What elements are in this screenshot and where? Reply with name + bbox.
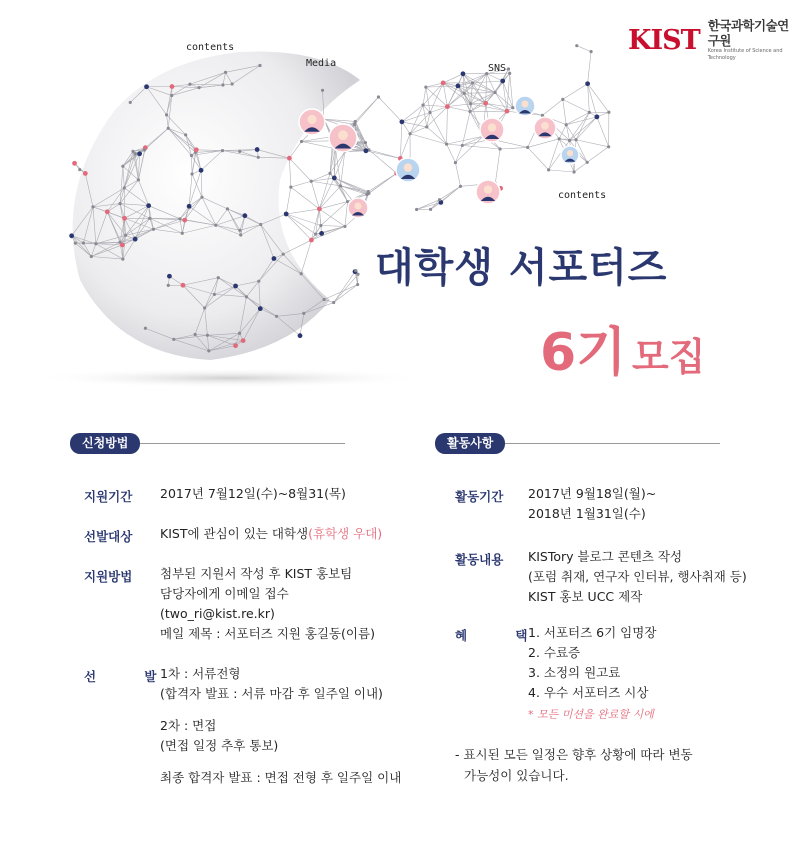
network-node <box>547 168 550 171</box>
network-node <box>199 168 204 173</box>
avatar-icon <box>348 198 368 218</box>
network-node <box>400 119 405 124</box>
network-node <box>131 150 134 153</box>
network-node <box>319 224 322 227</box>
network-node <box>121 165 124 168</box>
tag-contents-bottom: contents <box>558 190 607 201</box>
network-node <box>184 133 187 136</box>
network-node <box>238 229 241 232</box>
activity-content-line-3: KIST 홍보 UCC 제작 <box>528 589 643 604</box>
hero-title-line2 <box>540 310 705 385</box>
activity-row-label-benefit: 혜 택 <box>455 628 550 643</box>
network-node <box>284 212 289 217</box>
network-node <box>526 146 529 149</box>
network-node <box>317 207 322 212</box>
network-node <box>105 209 110 214</box>
network-node <box>328 172 331 175</box>
network-node <box>300 272 303 275</box>
network-node <box>468 110 471 113</box>
network-node <box>214 224 217 227</box>
network-node <box>507 67 510 70</box>
network-node <box>91 205 94 208</box>
network-node <box>302 312 305 315</box>
network-node <box>459 185 462 188</box>
network-node <box>300 140 303 143</box>
tag-sns: SNS <box>488 63 507 74</box>
activity-content-line-2: (포럼 취재, 연구자 인터뷰, 행사취재 등) <box>528 569 747 584</box>
network-node <box>187 204 192 209</box>
avatar-icon <box>396 158 420 182</box>
network-node <box>206 334 209 337</box>
network-node <box>568 139 571 142</box>
network-node <box>217 276 220 279</box>
network-node <box>314 232 317 235</box>
network-node <box>321 89 324 92</box>
tag-media: Media <box>306 58 337 69</box>
network-node <box>233 343 238 348</box>
network-node <box>221 149 224 152</box>
network-node <box>586 161 589 164</box>
activity-section-pill: 활동사항 <box>435 433 505 454</box>
benefit-item-1: 1. 서포터즈 6기 임명장 <box>528 625 657 640</box>
network-node <box>463 92 466 95</box>
network-node <box>170 84 175 89</box>
network-node <box>207 349 210 352</box>
network-node <box>190 172 193 175</box>
network-node <box>74 242 77 245</box>
network-node <box>461 71 466 76</box>
network-node <box>332 176 337 181</box>
avatar-icon <box>476 180 500 204</box>
activity-period-line-1: 2017년 9월18일(월)~ <box>528 486 657 501</box>
network-node <box>165 113 168 116</box>
network-node <box>428 111 431 114</box>
network-node <box>152 228 155 231</box>
network-node <box>172 338 175 341</box>
network-node <box>445 104 450 109</box>
network-node <box>494 91 497 94</box>
network-node <box>137 151 142 156</box>
network-node <box>471 81 474 84</box>
network-node <box>588 111 591 114</box>
network-node <box>424 86 427 89</box>
network-node <box>194 147 199 152</box>
network-node <box>129 101 132 104</box>
network-node <box>134 152 137 155</box>
network-node <box>498 147 501 150</box>
network-node <box>118 202 121 205</box>
network-node <box>469 102 472 105</box>
network-node <box>181 232 184 235</box>
benefit-item-3: 3. 소정의 원고료 <box>528 665 621 680</box>
avatar-icon <box>561 146 579 164</box>
network-node <box>272 256 277 261</box>
network-node <box>445 143 448 146</box>
network-node <box>607 111 610 114</box>
network-node <box>483 101 488 106</box>
apply-section-header <box>70 433 345 454</box>
network-node <box>137 178 140 181</box>
network-node <box>144 327 147 330</box>
network-node <box>242 213 247 218</box>
network-node <box>438 198 441 201</box>
hero-title-line1: 대학생 서포터즈 <box>375 245 668 291</box>
network-node <box>90 255 93 258</box>
network-node <box>144 84 149 89</box>
network-node <box>194 333 197 336</box>
network-node <box>239 233 242 236</box>
network-node <box>257 156 260 159</box>
network-node <box>233 284 238 289</box>
network-node <box>197 86 200 89</box>
network-node <box>425 125 428 128</box>
network-node <box>133 237 138 242</box>
network-node <box>607 145 610 148</box>
network-node <box>188 83 191 86</box>
network-node <box>170 94 173 97</box>
network-node <box>319 231 324 236</box>
network-node <box>287 156 292 161</box>
network-node <box>226 207 229 210</box>
avatar-icon <box>515 96 535 116</box>
network-node <box>143 148 146 151</box>
network-node <box>259 223 262 226</box>
activity-period-line-2: 2018년 1월31일(수) <box>528 506 646 521</box>
hero-title-number: 6기 <box>540 323 627 383</box>
apply-row-label-target: 선발대상 <box>84 529 133 544</box>
network-node <box>72 161 77 166</box>
network-node <box>594 114 599 119</box>
activity-row-label-content: 활동내용 <box>455 552 504 567</box>
network-node <box>500 79 505 84</box>
network-node <box>178 217 181 220</box>
network-node <box>94 242 97 245</box>
network-node <box>353 123 356 126</box>
apply-row-value-target: KIST에 관심이 있는 대학생(휴학생 우대) <box>160 526 383 541</box>
network-node <box>255 147 260 152</box>
network-node <box>257 280 260 283</box>
network-node <box>258 306 263 311</box>
avatar-icon <box>329 124 357 152</box>
activity-row-label-period: 활동기간 <box>455 489 504 504</box>
network-node <box>124 234 127 237</box>
network-node <box>182 218 187 223</box>
network-node <box>148 217 151 220</box>
network-node <box>356 283 359 286</box>
selection-line-1: 1차 : 서류전형 <box>160 666 241 681</box>
network-node <box>167 274 172 279</box>
selection-line-4: (면접 일정 추후 통보) <box>160 738 279 753</box>
network-node <box>120 243 125 248</box>
network-node <box>575 44 578 47</box>
network-node <box>203 306 206 309</box>
benefit-item-4: 4. 우수 서포터즈 시상 <box>528 685 649 700</box>
kist-logo-english-name: Korea Institute of Science and Technology <box>707 48 783 61</box>
activity-section-header <box>435 433 720 454</box>
apply-target-highlight: (휴학생 우대) <box>308 526 383 541</box>
network-node <box>429 208 432 211</box>
benefit-item-2: 2. 수료증 <box>528 645 581 660</box>
benefit-handwritten-note: * 모든 미션을 완료할 시에 <box>528 708 654 721</box>
network-node <box>565 123 568 126</box>
network-node <box>224 71 227 74</box>
apply-method-line-2: 담당자에게 이메일 접수 <box>160 586 289 601</box>
network-node <box>415 208 418 211</box>
network-node <box>456 84 461 89</box>
network-node <box>221 83 224 86</box>
selection-line-2: (합격자 발표 : 서류 마감 후 일주일 이내) <box>160 686 383 701</box>
selection-line-5: 최종 합격자 발표 : 면접 전형 후 일주일 이내 <box>160 770 402 785</box>
network-node <box>454 161 457 164</box>
network-node <box>421 103 424 106</box>
avatar-icon <box>480 118 504 142</box>
network-node <box>505 109 510 114</box>
avatar-icon <box>534 117 556 139</box>
network-node <box>367 190 370 193</box>
network-node <box>200 196 203 199</box>
network-node <box>572 170 575 173</box>
network-node <box>589 50 592 53</box>
apply-method-line-4: 메일 제목 : 서포터즈 지원 홍길동(이름) <box>160 626 375 641</box>
network-node <box>558 137 561 140</box>
network-node <box>238 150 241 153</box>
notice-line-1: - 표시된 모든 일정은 향후 상황에 따라 변동 <box>455 747 693 762</box>
network-node <box>354 269 357 272</box>
apply-row-label-method: 지원방법 <box>84 569 133 584</box>
apply-row-label-selection: 선 발 <box>84 669 179 684</box>
avatar-icon <box>299 109 325 135</box>
network-node <box>298 333 303 338</box>
kist-logo-mark: KIST <box>628 24 700 56</box>
network-node <box>461 144 464 147</box>
network-node <box>146 203 151 208</box>
network-node <box>323 298 326 301</box>
network-node <box>508 72 511 75</box>
apply-row-label-period: 지원기간 <box>84 489 133 504</box>
network-node <box>356 273 359 276</box>
notice-line-2: 가능성이 있습니다. <box>464 768 569 783</box>
network-node <box>354 120 357 123</box>
network-node <box>377 95 380 98</box>
network-node <box>190 154 193 157</box>
network-node <box>122 216 127 221</box>
apply-row-value-period: 2017년 7월12일(수)~8월31(목) <box>160 486 346 501</box>
network-node <box>339 184 342 187</box>
network-node <box>238 332 241 335</box>
network-node <box>408 132 411 135</box>
network-node <box>289 185 292 188</box>
network-node <box>78 168 81 171</box>
network-node <box>258 64 261 67</box>
network-node <box>123 186 126 189</box>
network-node <box>332 301 335 304</box>
network-node <box>83 171 88 176</box>
network-node <box>561 98 564 101</box>
network-node <box>309 238 314 243</box>
network-node <box>167 127 170 130</box>
apply-method-email: (two_ri@kist.re.kr) <box>160 606 275 621</box>
network-node <box>121 257 124 260</box>
network-node <box>574 138 577 141</box>
network-node <box>167 284 170 287</box>
network-node <box>82 241 85 244</box>
network-node <box>231 82 234 85</box>
network-node <box>585 81 590 86</box>
network-node <box>343 225 346 228</box>
network-node <box>213 293 216 296</box>
activity-section-divider <box>505 443 720 444</box>
apply-section-pill: 신청방법 <box>70 433 140 454</box>
network-node <box>241 338 246 343</box>
network-node <box>310 180 313 183</box>
network-node <box>181 283 186 288</box>
apply-section-divider <box>140 443 345 444</box>
network-node <box>364 148 369 153</box>
network-node <box>441 81 446 86</box>
apply-method-line-1: 첨부된 지원서 작성 후 KIST 홍보팀 <box>160 566 353 581</box>
network-node <box>275 315 278 318</box>
kist-logo-korean-name: 한국과학기술연구원 <box>707 18 789 48</box>
activity-content-line-1: KISTory 블로그 콘텐츠 작성 <box>528 549 683 564</box>
network-node <box>245 295 248 298</box>
network-node <box>282 253 285 256</box>
hero-title-word: 모집 <box>632 335 706 379</box>
tag-contents-top: contents <box>186 42 235 53</box>
network-node <box>69 233 74 238</box>
network-node <box>511 106 514 109</box>
selection-line-3: 2차 : 면접 <box>160 718 217 733</box>
network-node <box>364 141 367 144</box>
